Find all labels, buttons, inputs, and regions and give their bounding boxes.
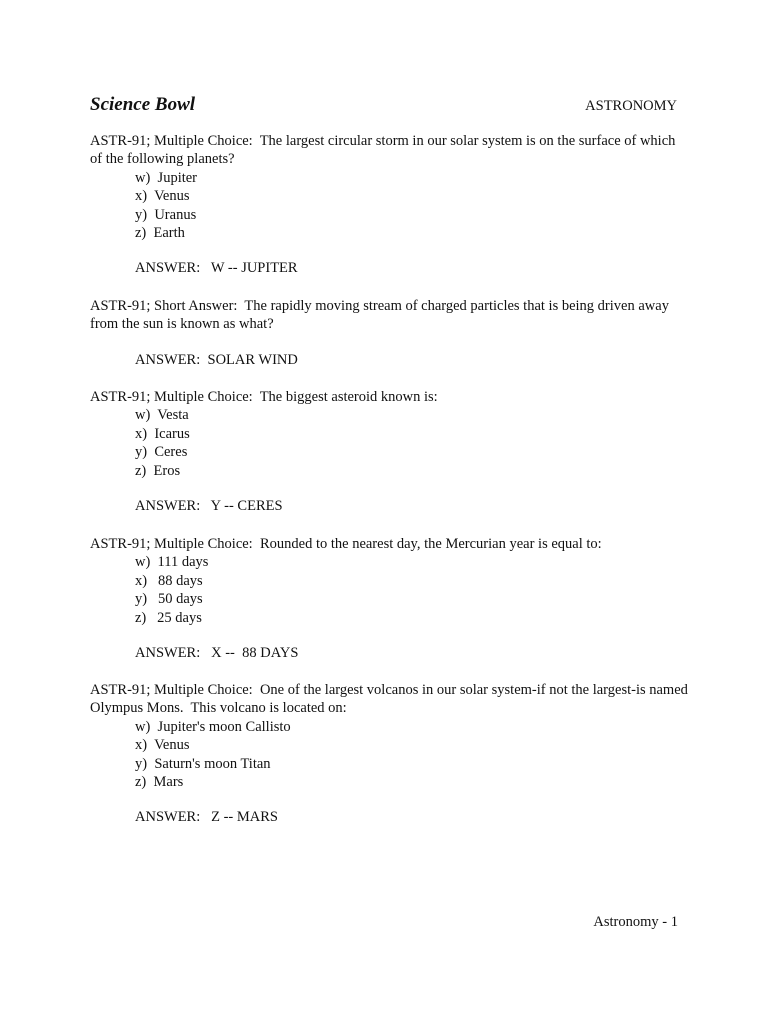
answer-line: ANSWER: Y -- CERES (135, 497, 283, 514)
choice-item: y) 50 days (135, 591, 203, 608)
choice-item: x) Icarus (135, 425, 190, 442)
choice-item: x) Venus (135, 188, 190, 205)
choice-item: z) Earth (135, 224, 185, 241)
question-text: ASTR-91; Multiple Choice: The biggest asteroid known is: (90, 389, 438, 405)
choice-item: w) Vesta (135, 407, 189, 424)
page-footer: Astronomy - 1 (593, 914, 678, 930)
choice-item: y) Uranus (135, 206, 197, 223)
choice-list (90, 169, 690, 243)
answer-line: ANSWER: Z -- MARS (135, 809, 278, 826)
question-block (90, 535, 690, 662)
choice-item: z) 25 days (135, 609, 202, 626)
document-title: Science Bowl (90, 94, 196, 115)
question-block (90, 681, 690, 827)
subject-label: ASTRONOMY (585, 98, 677, 114)
choice-item: y) Ceres (135, 444, 188, 461)
choice-item: w) 111 days (135, 554, 209, 571)
choice-list (90, 718, 690, 792)
choice-item: w) Jupiter (135, 169, 198, 186)
choice-item: w) Jupiter's moon Callisto (135, 718, 291, 735)
question-text: ASTR-91; Multiple Choice: One of the largest volcanos in our solar system-if not the largest-is named Olympus Mons. This volcano is located on: (90, 682, 692, 717)
answer-line: ANSWER: SOLAR WIND (135, 351, 298, 368)
question-block (90, 297, 690, 369)
choice-list (90, 406, 690, 480)
question-text: ASTR-91; Multiple Choice: Rounded to the nearest day, the Mercurian year is equal to: (90, 536, 602, 552)
choice-item: y) Saturn's moon Titan (135, 755, 271, 772)
answer-line: ANSWER: X -- 88 DAYS (135, 644, 299, 661)
choice-item: x) Venus (135, 737, 190, 754)
choice-item: x) 88 days (135, 572, 203, 589)
choice-item: z) Eros (135, 462, 181, 479)
choice-list (90, 553, 690, 627)
answer-line: ANSWER: W -- JUPITER (135, 260, 298, 277)
choice-item: z) Mars (135, 773, 184, 790)
question-text: ASTR-91; Short Answer: The rapidly moving stream of charged particles that is being driven away from the sun is known as what? (90, 298, 673, 333)
question-block (90, 388, 690, 515)
question-text: ASTR-91; Multiple Choice: The largest circular storm in our solar system is on the surface of which of the following planets? (90, 133, 680, 168)
question-block (90, 132, 690, 278)
